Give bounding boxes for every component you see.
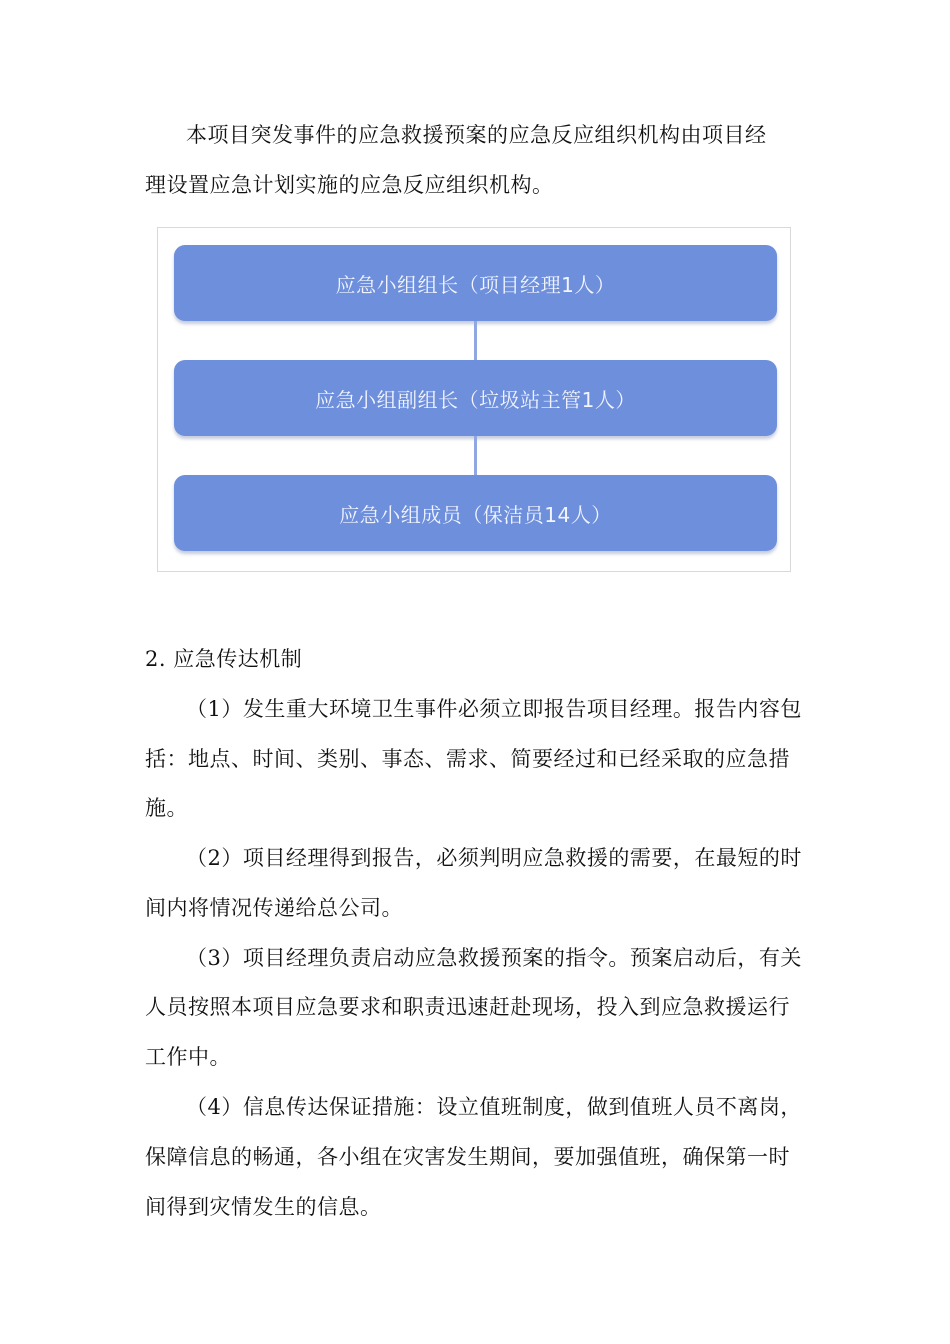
paragraph-line: 间内将情况传递给总公司。 bbox=[145, 896, 403, 920]
intro-line-2: 理设置应急计划实施的应急反应组织机构。 bbox=[145, 173, 554, 197]
paragraph-line: 括：地点、时间、类别、事态、需求、简要经过和已经采取的应急措 bbox=[145, 747, 790, 771]
paragraph-line: （4）信息传达保证措施：设立值班制度，做到值班人员不离岗， bbox=[186, 1095, 802, 1119]
paragraph-line: （2）项目经理得到报告，必须判明应急救援的需要，在最短的时 bbox=[186, 846, 802, 870]
intro-line-1: 本项目突发事件的应急救援预案的应急反应组织机构由项目经 bbox=[186, 123, 767, 147]
org-chart bbox=[157, 227, 791, 572]
paragraph-line: 工作中。 bbox=[145, 1045, 231, 1069]
org-box-members: 应急小组成员（保洁员14人） bbox=[174, 475, 777, 551]
paragraph-line: 人员按照本项目应急要求和职责迅速赶赴现场，投入到应急救援运行 bbox=[145, 995, 790, 1019]
org-connector bbox=[474, 436, 477, 475]
org-box-deputy: 应急小组副组长（垃圾站主管1人） bbox=[174, 360, 777, 436]
section-heading: 2. 应急传达机制 bbox=[145, 647, 303, 671]
org-connector bbox=[474, 321, 477, 360]
paragraph-line: （3）项目经理负责启动应急救援预案的指令。预案启动后，有关 bbox=[186, 946, 802, 970]
paragraph-line: 保障信息的畅通，各小组在灾害发生期间，要加强值班，确保第一时 bbox=[145, 1145, 790, 1169]
paragraph-line: （1）发生重大环境卫生事件必须立即报告项目经理。报告内容包 bbox=[186, 697, 802, 721]
paragraph-line: 施。 bbox=[145, 796, 188, 820]
org-box-leader: 应急小组组长（项目经理1人） bbox=[174, 245, 777, 321]
paragraph-line: 间得到灾情发生的信息。 bbox=[145, 1195, 382, 1219]
